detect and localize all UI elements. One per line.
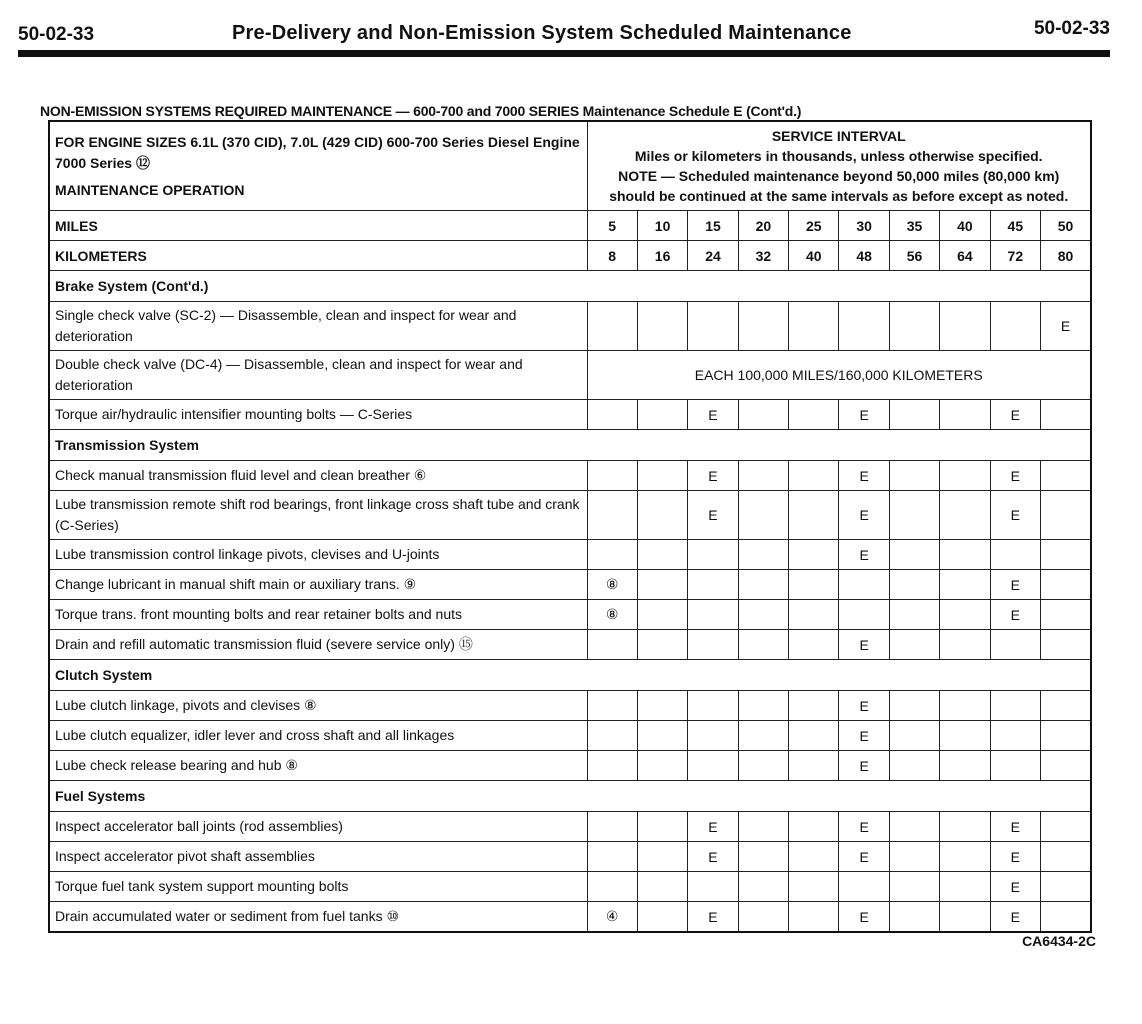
operation-row [49, 630, 1091, 660]
interval-cell [1041, 902, 1091, 933]
section-title: Clutch System [49, 660, 1091, 691]
interval-cell [637, 302, 687, 351]
page-number-right: 50-02-33 [1033, 18, 1110, 39]
interval-cell [940, 600, 990, 630]
miles-value: 25 [789, 211, 839, 241]
interval-cell [688, 540, 738, 570]
interval-mark: E [839, 902, 889, 933]
interval-cell [587, 540, 637, 570]
interval-cell [688, 872, 738, 902]
interval-mark: E [839, 400, 889, 430]
interval-cell [889, 630, 939, 660]
interval-cell [688, 751, 738, 781]
interval-note: EACH 100,000 MILES/160,000 KILOMETERS [587, 351, 1091, 400]
interval-cell [587, 842, 637, 872]
interval-cell [889, 461, 939, 491]
interval-cell [940, 751, 990, 781]
table-caption: NON-EMISSION SYSTEMS REQUIRED MAINTENANCE — 600-700 and 7000 SERIES Maintenance Schedule E (Cont'd.) [40, 103, 802, 119]
interval-cell [889, 842, 939, 872]
section-row [49, 660, 1091, 691]
interval-cell [587, 721, 637, 751]
interval-cell [688, 630, 738, 660]
operation-label: Lube clutch equalizer, idler lever and cross shaft and all linkages [49, 721, 587, 751]
operation-label: Lube clutch linkage, pivots and clevises ⑧ [49, 691, 587, 721]
kilometers-row [49, 241, 1091, 271]
interval-mark: E [990, 461, 1040, 491]
interval-cell [940, 872, 990, 902]
interval-cell [889, 302, 939, 351]
interval-cell [637, 691, 687, 721]
km-value: 80 [1041, 241, 1091, 271]
miles-label: MILES [49, 211, 587, 241]
interval-cell [688, 570, 738, 600]
interval-cell [889, 721, 939, 751]
miles-value: 30 [839, 211, 889, 241]
operation-label: Inspect accelerator ball joints (rod assemblies) [49, 812, 587, 842]
interval-cell [587, 400, 637, 430]
operation-row [49, 691, 1091, 721]
interval-mark: E [839, 812, 889, 842]
operation-label: Lube transmission remote shift rod bearings, front linkage cross shaft tube and crank (C-Series) [49, 491, 587, 540]
interval-cell [789, 461, 839, 491]
interval-cell [587, 691, 637, 721]
operation-row [49, 540, 1091, 570]
interval-cell [940, 400, 990, 430]
interval-cell [1041, 812, 1091, 842]
interval-cell [738, 842, 788, 872]
operation-label: Torque air/hydraulic intensifier mounting bolts — C-Series [49, 400, 587, 430]
interval-cell [889, 872, 939, 902]
interval-cell [789, 812, 839, 842]
interval-cell [1041, 842, 1091, 872]
interval-cell [688, 600, 738, 630]
operation-row [49, 351, 1091, 400]
operation-label: Inspect accelerator pivot shaft assemblies [49, 842, 587, 872]
km-value: 48 [839, 241, 889, 271]
interval-mark: E [688, 491, 738, 540]
interval-cell [1041, 872, 1091, 902]
interval-mark: E [990, 600, 1040, 630]
interval-cell [688, 721, 738, 751]
interval-cell [940, 902, 990, 933]
interval-cell [839, 302, 889, 351]
interval-cell [889, 570, 939, 600]
service-interval-line-3: should be continued at the same intervals as before except as noted. [609, 188, 1069, 204]
miles-row [49, 211, 1091, 241]
interval-cell [738, 400, 788, 430]
interval-mark: E [688, 461, 738, 491]
engine-header-cell [49, 121, 587, 211]
interval-cell [940, 630, 990, 660]
operation-label: Torque fuel tank system support mounting bolts [49, 872, 587, 902]
interval-cell [1041, 691, 1091, 721]
miles-value: 5 [587, 211, 637, 241]
page-header [18, 18, 1110, 48]
interval-cell [789, 842, 839, 872]
service-interval-line-2: NOTE — Scheduled maintenance beyond 50,000 miles (80,000 km) [618, 168, 1060, 184]
section-title: Transmission System [49, 430, 1091, 461]
figure-code: CA6434-2C [1022, 933, 1096, 949]
maintenance-schedule-table [48, 120, 1092, 933]
operation-label: Drain accumulated water or sediment from fuel tanks ⑩ [49, 902, 587, 933]
interval-cell [889, 491, 939, 540]
km-value: 16 [637, 241, 687, 271]
service-interval-cell [587, 121, 1091, 211]
operation-label: Single check valve (SC-2) — Disassemble, clean and inspect for wear and deterioration [49, 302, 587, 351]
interval-cell [637, 812, 687, 842]
interval-cell [738, 902, 788, 933]
operation-row [49, 570, 1091, 600]
interval-cell [738, 570, 788, 600]
interval-cell [637, 872, 687, 902]
interval-cell [789, 400, 839, 430]
interval-cell [587, 751, 637, 781]
interval-mark: E [1041, 302, 1091, 351]
operation-row [49, 302, 1091, 351]
interval-cell [1041, 570, 1091, 600]
operation-row [49, 600, 1091, 630]
interval-cell [990, 540, 1040, 570]
interval-mark: ⑧ [587, 570, 637, 600]
km-value: 32 [738, 241, 788, 271]
interval-cell [990, 630, 1040, 660]
interval-mark: E [990, 400, 1040, 430]
interval-cell [789, 540, 839, 570]
interval-cell [789, 630, 839, 660]
interval-cell [990, 302, 1040, 351]
interval-cell [789, 600, 839, 630]
interval-cell [637, 721, 687, 751]
km-value: 24 [688, 241, 738, 271]
interval-cell [990, 691, 1040, 721]
interval-mark: E [839, 751, 889, 781]
interval-cell [940, 570, 990, 600]
operation-row [49, 872, 1091, 902]
operation-row [49, 491, 1091, 540]
interval-mark: E [990, 902, 1040, 933]
interval-cell [940, 691, 990, 721]
interval-cell [990, 721, 1040, 751]
interval-mark: E [990, 812, 1040, 842]
interval-mark: E [839, 540, 889, 570]
interval-cell [789, 721, 839, 751]
miles-value: 15 [688, 211, 738, 241]
interval-cell [940, 842, 990, 872]
interval-cell [1041, 751, 1091, 781]
interval-cell [1041, 400, 1091, 430]
interval-cell [587, 630, 637, 660]
interval-cell [738, 540, 788, 570]
interval-cell [637, 540, 687, 570]
interval-cell [637, 842, 687, 872]
interval-cell [940, 812, 990, 842]
interval-cell [940, 491, 990, 540]
operation-label: Torque trans. front mounting bolts and rear retainer bolts and nuts [49, 600, 587, 630]
interval-cell [738, 751, 788, 781]
interval-cell [637, 461, 687, 491]
interval-cell [738, 461, 788, 491]
operation-label: Change lubricant in manual shift main or auxiliary trans. ⑨ [49, 570, 587, 600]
interval-mark: E [839, 461, 889, 491]
operation-row [49, 400, 1091, 430]
interval-cell [789, 302, 839, 351]
miles-value: 10 [637, 211, 687, 241]
section-title: Fuel Systems [49, 781, 1091, 812]
operation-label: Double check valve (DC-4) — Disassemble, clean and inspect for wear and deterioration [49, 351, 587, 400]
interval-cell [839, 872, 889, 902]
interval-cell [637, 902, 687, 933]
interval-cell [637, 600, 687, 630]
interval-cell [889, 600, 939, 630]
interval-cell [1041, 721, 1091, 751]
interval-mark: E [990, 872, 1040, 902]
miles-value: 40 [940, 211, 990, 241]
interval-mark: E [990, 491, 1040, 540]
km-value: 40 [789, 241, 839, 271]
interval-cell [738, 302, 788, 351]
interval-cell [637, 751, 687, 781]
interval-cell [587, 302, 637, 351]
interval-cell [940, 461, 990, 491]
miles-value: 50 [1041, 211, 1091, 241]
interval-cell [789, 491, 839, 540]
section-title: Brake System (Cont'd.) [49, 271, 1091, 302]
interval-mark: E [839, 842, 889, 872]
interval-cell [738, 812, 788, 842]
interval-mark: E [839, 691, 889, 721]
km-value: 72 [990, 241, 1040, 271]
interval-cell [1041, 630, 1091, 660]
interval-cell [889, 691, 939, 721]
service-interval-title: SERVICE INTERVAL [771, 128, 906, 144]
interval-cell [688, 691, 738, 721]
interval-cell [738, 630, 788, 660]
interval-cell [889, 751, 939, 781]
miles-value: 20 [738, 211, 788, 241]
interval-cell [738, 600, 788, 630]
operation-label: Lube check release bearing and hub ⑧ [49, 751, 587, 781]
operation-row [49, 461, 1091, 491]
section-row [49, 271, 1091, 302]
interval-cell [940, 721, 990, 751]
interval-cell [637, 570, 687, 600]
interval-cell [789, 691, 839, 721]
interval-cell [1041, 540, 1091, 570]
interval-cell [587, 812, 637, 842]
km-value: 8 [587, 241, 637, 271]
interval-cell [789, 751, 839, 781]
interval-cell [940, 302, 990, 351]
interval-cell [789, 570, 839, 600]
interval-mark: E [839, 630, 889, 660]
interval-cell [1041, 491, 1091, 540]
interval-cell [940, 540, 990, 570]
interval-cell [637, 491, 687, 540]
interval-cell [738, 691, 788, 721]
interval-mark: E [688, 902, 738, 933]
engine-note: FOR ENGINE SIZES 6.1L (370 CID), 7.0L (429 CID) 600-700 Series Diesel Engine 7000 Series ⑫ [55, 133, 580, 171]
interval-cell [839, 600, 889, 630]
interval-cell [1041, 461, 1091, 491]
interval-mark: E [990, 842, 1040, 872]
miles-value: 45 [990, 211, 1040, 241]
header-row [49, 121, 1091, 211]
header-rule [18, 50, 1110, 57]
km-value: 56 [889, 241, 939, 271]
interval-cell [738, 721, 788, 751]
interval-cell [587, 872, 637, 902]
interval-mark: E [688, 400, 738, 430]
interval-cell [587, 461, 637, 491]
interval-mark: E [688, 842, 738, 872]
interval-cell [637, 400, 687, 430]
interval-cell [889, 400, 939, 430]
operation-label: Check manual transmission fluid level and clean breather ⑥ [49, 461, 587, 491]
interval-cell [889, 812, 939, 842]
operation-row [49, 842, 1091, 872]
interval-mark: ⑧ [587, 600, 637, 630]
section-row [49, 781, 1091, 812]
interval-cell [587, 491, 637, 540]
interval-cell [637, 630, 687, 660]
interval-mark: E [990, 570, 1040, 600]
operation-row [49, 812, 1091, 842]
operation-row [49, 721, 1091, 751]
operation-row [49, 751, 1091, 781]
km-value: 64 [940, 241, 990, 271]
kilometers-label: KILOMETERS [49, 241, 587, 271]
page-title: Pre-Delivery and Non-Emission System Scheduled Maintenance [232, 22, 852, 44]
interval-cell [789, 872, 839, 902]
page-number-left: 50-02-33 [18, 24, 95, 45]
interval-cell [738, 491, 788, 540]
miles-value: 35 [889, 211, 939, 241]
operation-label: Drain and refill automatic transmission fluid (severe service only) ⑮ [49, 630, 587, 660]
interval-cell [738, 872, 788, 902]
interval-cell [990, 751, 1040, 781]
section-row [49, 430, 1091, 461]
interval-cell [789, 902, 839, 933]
operation-row [49, 902, 1091, 933]
interval-mark: ④ [587, 902, 637, 933]
interval-cell [839, 570, 889, 600]
interval-mark: E [839, 721, 889, 751]
interval-cell [1041, 600, 1091, 630]
interval-cell [889, 902, 939, 933]
operation-label: Lube transmission control linkage pivots, clevises and U-joints [49, 540, 587, 570]
interval-cell [889, 540, 939, 570]
interval-cell [688, 302, 738, 351]
service-interval-line-1: Miles or kilometers in thousands, unless otherwise specified. [634, 148, 1043, 164]
interval-mark: E [839, 491, 889, 540]
maintenance-operation-label: MAINTENANCE OPERATION [55, 181, 245, 198]
interval-mark: E [688, 812, 738, 842]
